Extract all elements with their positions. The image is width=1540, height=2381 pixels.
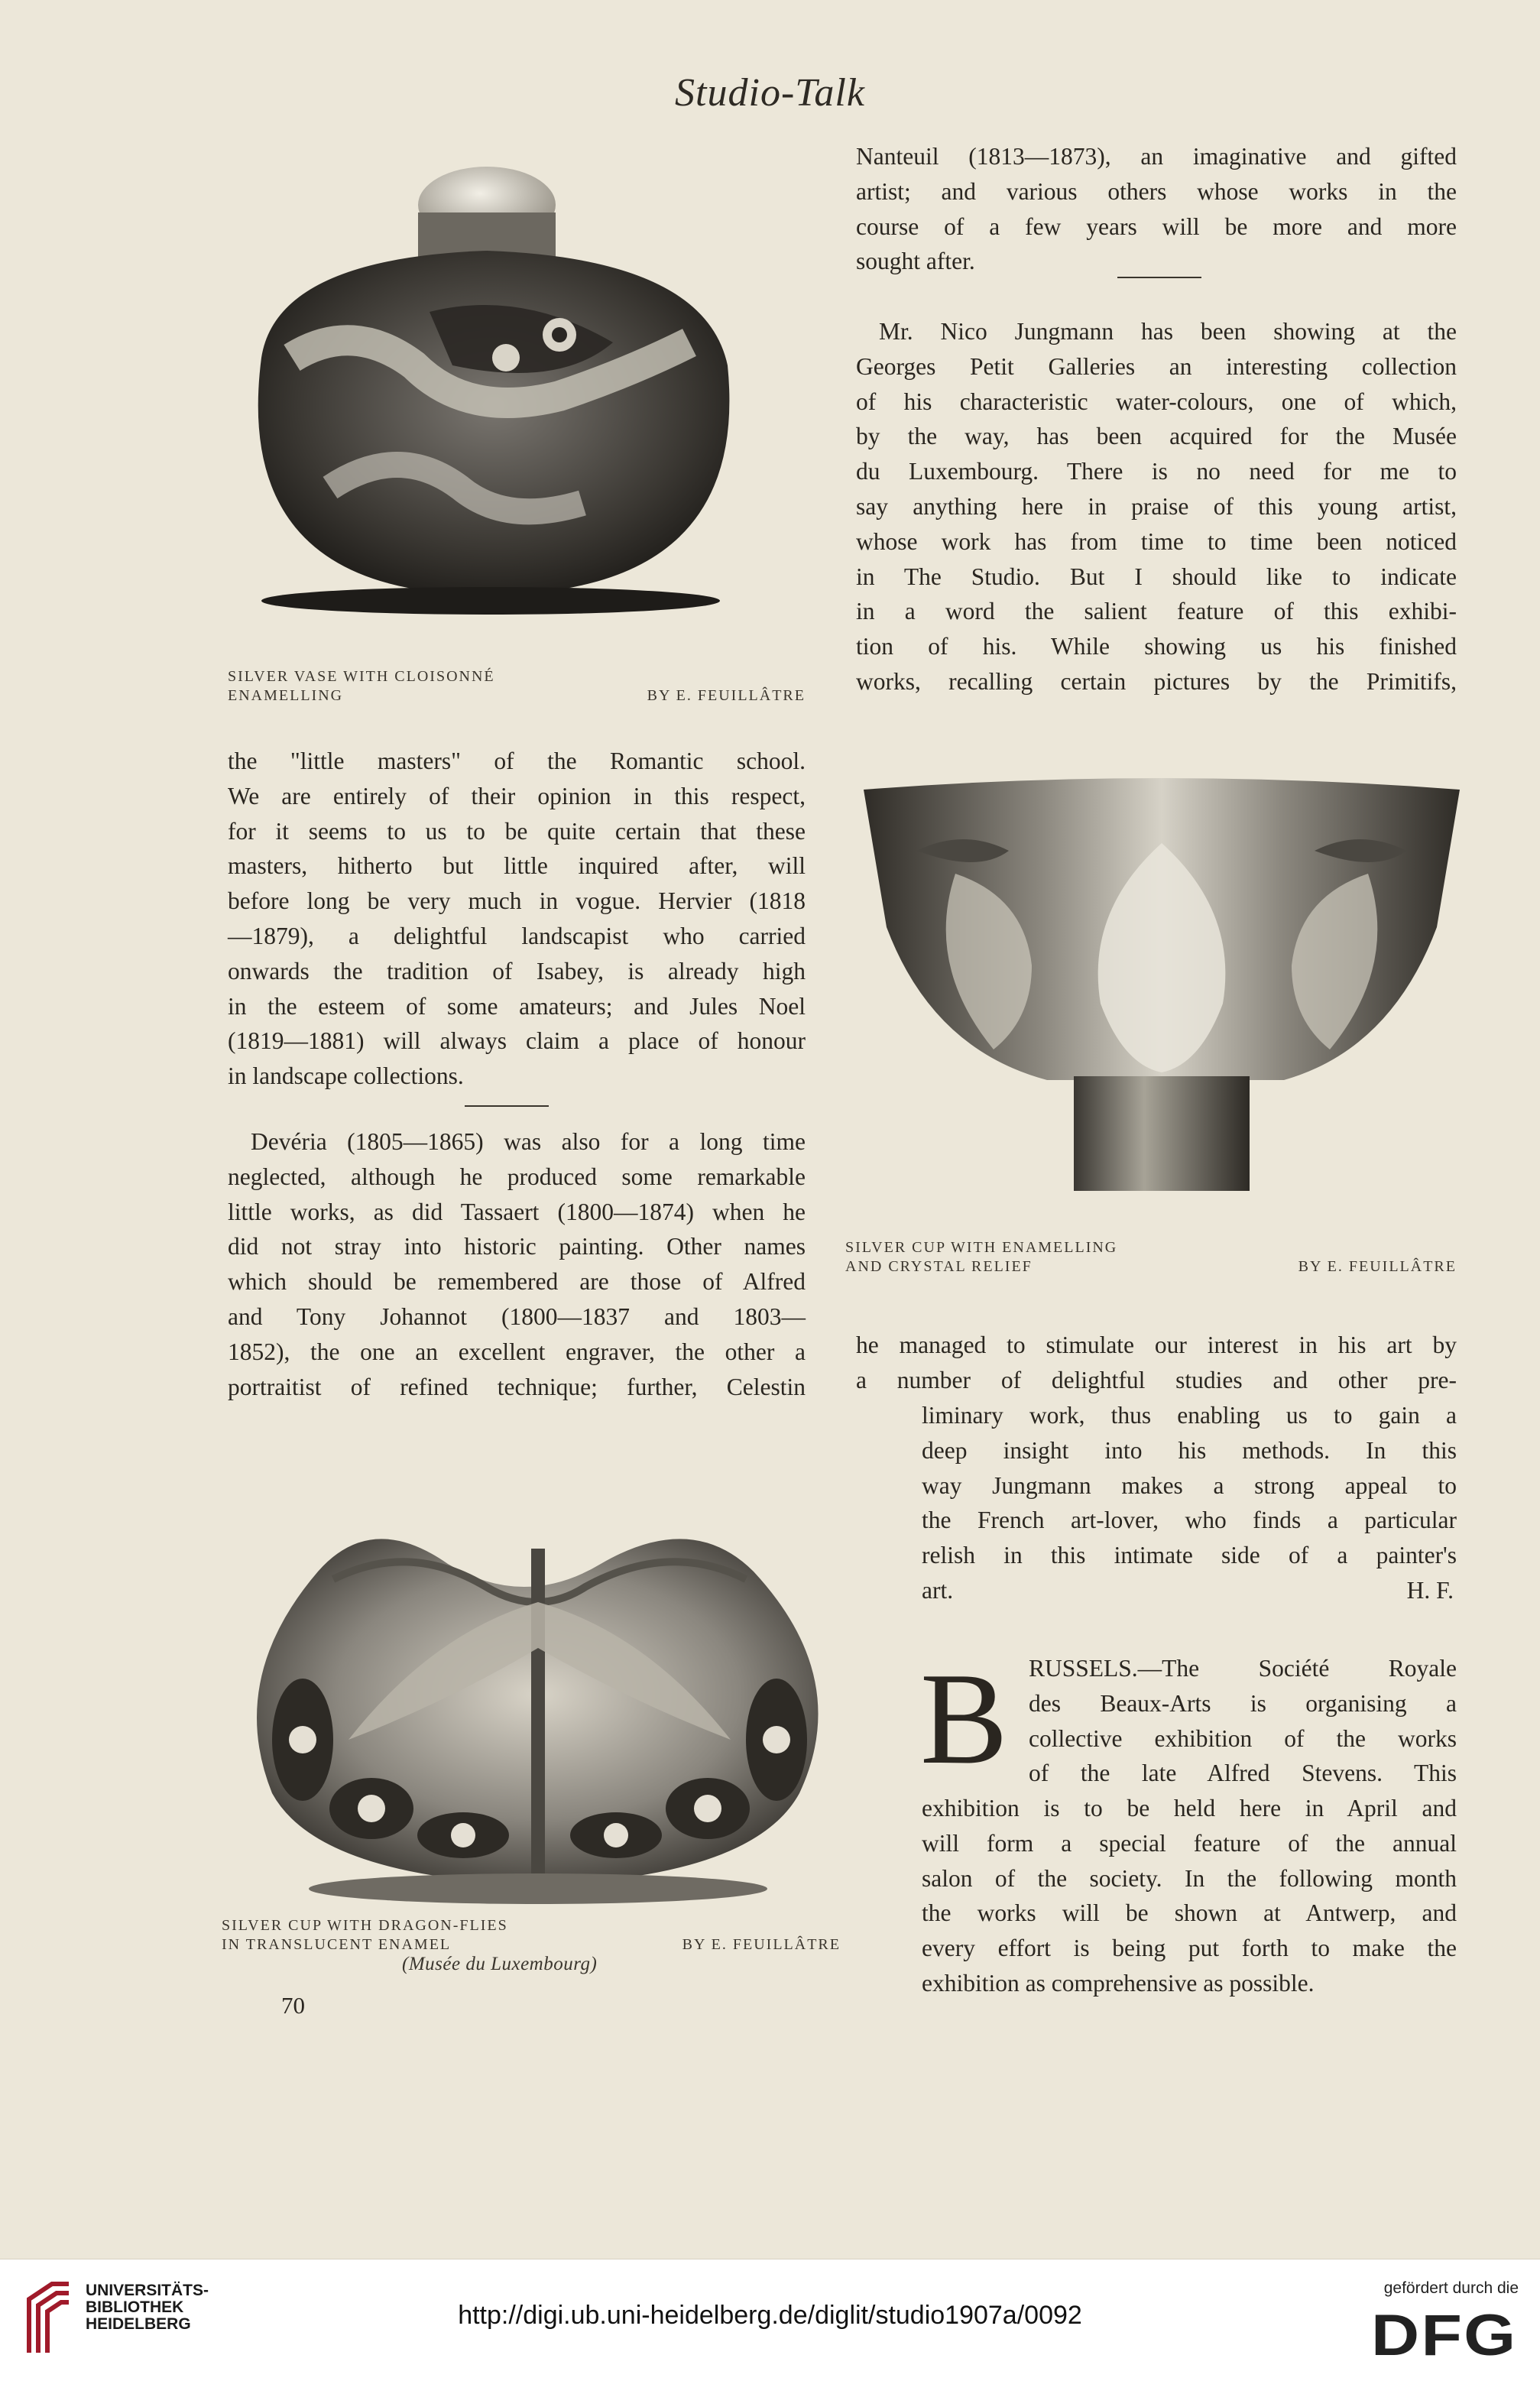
- text-line: salon of the society. In the following month: [922, 1864, 1457, 1892]
- text-line: course of a few years will be more and more: [856, 212, 1457, 240]
- text-line: portraitist of refined technique; further, Celestin: [228, 1373, 806, 1400]
- right-column-jungmann: [856, 314, 1457, 699]
- text-line: RUSSELS.—The Société Royale: [1029, 1655, 1457, 1682]
- text-line: des Beaux-Arts is organising a: [1029, 1689, 1457, 1717]
- caption-crystal-line2: AND CRYSTAL RELIEF: [845, 1258, 1033, 1275]
- text-line: sought after.: [856, 248, 975, 275]
- text-line: the French art-lover, who finds a particular: [922, 1507, 1457, 1534]
- plate-crystal-cup: [856, 774, 1467, 1196]
- caption-dragonfly-cup: [222, 1916, 841, 1974]
- caption-dragonfly-location: (Musée du Luxembourg): [402, 1954, 598, 1974]
- footer-bar: [0, 2259, 1540, 2381]
- text-line: We are entirely of their opinion in this respect,: [228, 782, 806, 809]
- text-line: say anything here in praise of this young artist,: [856, 492, 1457, 520]
- caption-crystal-credit: BY E. FEUILLÂTRE: [1298, 1258, 1457, 1275]
- left-column-upper: [228, 744, 806, 1094]
- text-line: works, recalling certain pictures by the Primitifs,: [856, 667, 1457, 695]
- caption-dragonfly-line2: IN TRANSLUCENT ENAMEL: [222, 1936, 452, 1953]
- text-line: for it seems to us to be quite certain that these: [228, 817, 806, 845]
- crystal-cup-illustration: [856, 774, 1467, 1196]
- section-rule: [1117, 277, 1201, 278]
- left-column-deveria: [228, 1124, 806, 1404]
- text-line: will form a special feature of the annual: [922, 1829, 1457, 1857]
- dropcap: B: [920, 1646, 1008, 1792]
- text-line: in The Studio. But I should like to indicate: [856, 563, 1457, 590]
- caption-vase-line1: SILVER VASE WITH CLOISONNÉ: [228, 668, 495, 685]
- source-url-link[interactable]: http://digi.ub.uni-heidelberg.de/diglit/studio1907a/0092: [458, 2301, 1082, 2330]
- text-line: the "little masters" of the Romantic school.: [228, 748, 806, 774]
- text-line: before long be very much in vogue. Hervier (1818: [228, 887, 806, 915]
- text-line: Mr. Nico Jungmann has been showing at the: [879, 318, 1457, 345]
- text-line: by the way, has been acquired for the Musée: [856, 423, 1457, 450]
- text-line: a number of delightful studies and other pre-: [856, 1366, 1457, 1393]
- text-line: of the late Alfred Stevens. This: [1029, 1760, 1457, 1787]
- text-line: whose work has from time to time been noticed: [856, 527, 1457, 555]
- text-line: onwards the tradition of Isabey, is already high: [228, 957, 806, 985]
- plate-dragonfly-cup: [219, 1449, 858, 1923]
- text-line: 1852), the one an excellent engraver, the other a: [228, 1338, 806, 1365]
- text-line: Nanteuil (1813—1873), an imaginative and gifted: [856, 143, 1457, 170]
- signature-line: [922, 1573, 1457, 1608]
- page-number: 70: [281, 1992, 305, 2019]
- caption-vase-line2: ENAMELLING: [228, 687, 344, 704]
- library-name-line: BIBLIOTHEK: [86, 2298, 184, 2316]
- text-line: of his characteristic water-colours, one of which,: [856, 388, 1457, 415]
- caption-vase: [228, 667, 806, 706]
- text-line: every effort is being put forth to make the: [922, 1935, 1457, 1962]
- text-line: du Luxembourg. There is no need for me to: [856, 458, 1457, 485]
- signature: H. F.: [1406, 1576, 1454, 1604]
- text-line: the works will be shown at Antwerp, and: [922, 1899, 1457, 1927]
- library-name-line: HEIDELBERG: [86, 2315, 191, 2333]
- right-column-continue-indented: [922, 1398, 1457, 1608]
- text-line: —1879), a delightful landscapist who carried: [228, 922, 806, 949]
- text-line: relish in this intimate side of a painter's: [922, 1542, 1457, 1569]
- funding-note: gefördert durch die: [1383, 2279, 1519, 2297]
- brussels-beside-cap: [1029, 1651, 1457, 1791]
- running-head: Studio-Talk: [675, 71, 865, 115]
- text-line: Devéria (1805—1865) was also for a long time: [251, 1128, 806, 1155]
- text-line: in a word the salient feature of this exhibi-: [856, 598, 1457, 625]
- dragonfly-cup-illustration: [219, 1449, 858, 1923]
- text-line: liminary work, thus enabling us to gain a: [922, 1402, 1457, 1429]
- text-line: which should be remembered are those of Alfred: [228, 1268, 806, 1296]
- text-line: in the esteem of some amateurs; and Jules Noel: [228, 992, 806, 1020]
- text-line: masters, hitherto but little inquired after, will: [228, 852, 806, 880]
- text-line: and Tony Johannot (1800—1837 and 1803—: [228, 1302, 806, 1330]
- text-line: deep insight into his methods. In this: [922, 1436, 1457, 1464]
- library-name-line: UNIVERSITÄTS-: [86, 2282, 209, 2299]
- caption-crystal-line1: SILVER CUP WITH ENAMELLING: [845, 1239, 1118, 1256]
- text-line: little works, as did Tassaert (1800—1874) when he: [228, 1198, 806, 1225]
- plate-silver-vase: [200, 167, 804, 668]
- text-line: artist; and various others whose works in the: [856, 177, 1457, 205]
- text-line: did not stray into historic painting. Other names: [228, 1233, 806, 1260]
- text-line: exhibition is to be held here in April and: [922, 1795, 1457, 1821]
- text-line: he managed to stimulate our interest in his art by: [856, 1332, 1457, 1358]
- text-line: in landscape collections.: [228, 1062, 464, 1090]
- text-line: way Jungmann makes a strong appeal to: [922, 1471, 1457, 1499]
- right-column-continue-full: [856, 1328, 1457, 1398]
- text-line: collective exhibition of the works: [1029, 1724, 1457, 1752]
- silver-vase-illustration: [200, 167, 804, 668]
- right-column-top: [856, 139, 1457, 279]
- section-rule: [465, 1105, 549, 1107]
- dfg-logo: DFG: [1370, 2303, 1517, 2368]
- caption-dragonfly-line1: SILVER CUP WITH DRAGON-FLIES: [222, 1917, 508, 1934]
- text-line: tion of his. While showing us his finished: [856, 633, 1457, 660]
- text-line: neglected, although he produced some remarkable: [228, 1163, 806, 1190]
- text-line: exhibition as comprehensive as possible.: [922, 1969, 1315, 1997]
- brussels-full: [922, 1791, 1457, 2001]
- caption-dragonfly-credit: BY E. FEUILLÂTRE: [682, 1936, 841, 1953]
- text-line: art.: [922, 1576, 954, 1604]
- caption-crystal-cup: [845, 1238, 1457, 1276]
- caption-vase-credit: BY E. FEUILLÂTRE: [647, 687, 806, 704]
- text-line: Georges Petit Galleries an interesting collection: [856, 352, 1457, 380]
- text-line: (1819—1881) will always claim a place of honour: [228, 1027, 806, 1055]
